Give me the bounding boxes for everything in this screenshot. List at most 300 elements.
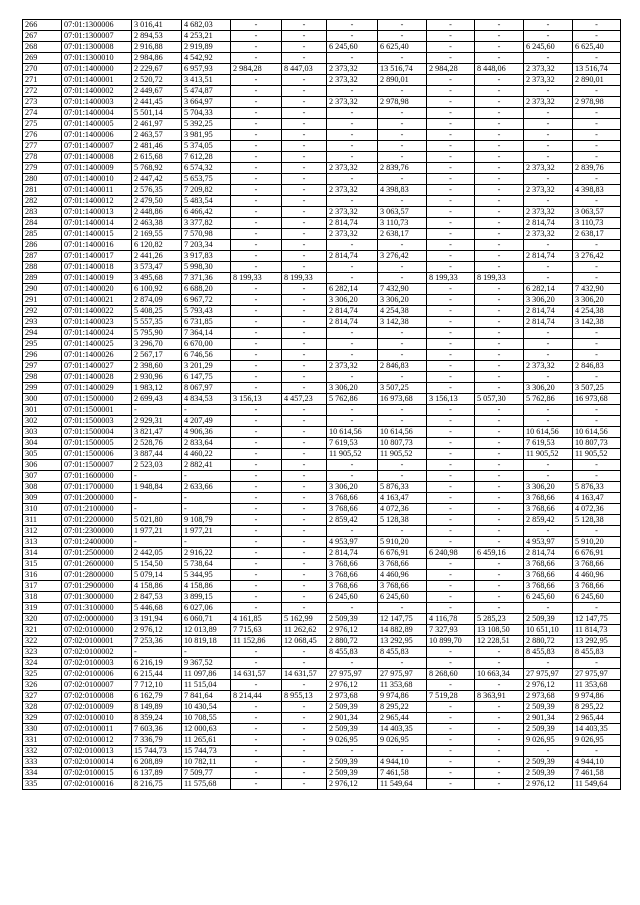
cell-value-6: 3 110,73 [378, 218, 427, 229]
table-row [23, 537, 621, 548]
cell-value-3: - [231, 174, 282, 185]
cell-row-number: 318 [23, 592, 62, 603]
cell-row-number: 275 [23, 119, 62, 130]
table-row [23, 779, 621, 790]
cell-value-3: - [231, 31, 282, 42]
cell-value-7: - [427, 196, 475, 207]
cell-value-7: - [427, 328, 475, 339]
cell-value-2: 2 633,66 [182, 482, 231, 493]
cell-value-4: - [282, 559, 327, 570]
cell-value-10: - [573, 130, 621, 141]
cell-value-6: - [378, 658, 427, 669]
cell-value-7: - [427, 141, 475, 152]
cell-value-7: - [427, 108, 475, 119]
cell-value-2: 10 430,54 [182, 702, 231, 713]
table-row [23, 284, 621, 295]
cell-value-3: - [231, 207, 282, 218]
cell-code: 07:01:1400023 [62, 317, 132, 328]
cell-value-3: - [231, 680, 282, 691]
cell-value-8: - [475, 141, 524, 152]
cell-value-6: 9 026,95 [378, 735, 427, 746]
cell-code: 07:01:1400019 [62, 273, 132, 284]
cell-value-5: 4 953,97 [327, 537, 378, 548]
cell-value-8: 6 459,16 [475, 548, 524, 559]
cell-value-9: 2 814,74 [524, 218, 573, 229]
cell-value-6: 4 163,47 [378, 493, 427, 504]
cell-value-10: 2 846,83 [573, 361, 621, 372]
cell-value-5: - [327, 240, 378, 251]
cell-value-5: - [327, 130, 378, 141]
cell-value-2: 4 542,92 [182, 53, 231, 64]
cell-value-7: 2 984,28 [427, 64, 475, 75]
cell-value-9: 7 619,53 [524, 438, 573, 449]
cell-value-6: - [378, 119, 427, 130]
cell-value-5: 2 973,68 [327, 691, 378, 702]
cell-value-5: - [327, 416, 378, 427]
cell-value-9: - [524, 196, 573, 207]
cell-value-10: - [573, 416, 621, 427]
cell-code: 07:01:1400005 [62, 119, 132, 130]
cell-value-9: 2 509,39 [524, 702, 573, 713]
cell-row-number: 278 [23, 152, 62, 163]
cell-row-number: 280 [23, 174, 62, 185]
table-row [23, 350, 621, 361]
cell-row-number: 302 [23, 416, 62, 427]
cell-value-6: 14 882,89 [378, 625, 427, 636]
cell-value-3: - [231, 405, 282, 416]
cell-value-6: 3 063,57 [378, 207, 427, 218]
cell-value-9: - [524, 339, 573, 350]
cell-value-10: 2 638,17 [573, 229, 621, 240]
cell-row-number: 323 [23, 647, 62, 658]
cell-value-2: 6 027,06 [182, 603, 231, 614]
cell-value-4: - [282, 207, 327, 218]
cell-value-4: - [282, 240, 327, 251]
cell-value-6: - [378, 273, 427, 284]
cell-value-2: 2 916,22 [182, 548, 231, 559]
cell-row-number: 286 [23, 240, 62, 251]
table-row [23, 108, 621, 119]
table-row [23, 493, 621, 504]
cell-value-3: - [231, 251, 282, 262]
cell-value-8: - [475, 526, 524, 537]
cell-value-3: - [231, 658, 282, 669]
cell-value-7: - [427, 262, 475, 273]
cell-value-2: 5 374,05 [182, 141, 231, 152]
cell-value-6: 6 625,40 [378, 42, 427, 53]
table-row [23, 471, 621, 482]
cell-value-7: - [427, 174, 475, 185]
cell-value-6: - [378, 405, 427, 416]
cell-value-7: - [427, 361, 475, 372]
cell-value-10: - [573, 350, 621, 361]
cell-value-7: - [427, 768, 475, 779]
cell-value-10: 4 163,47 [573, 493, 621, 504]
cell-value-5: 2 901,34 [327, 713, 378, 724]
cell-value-8: - [475, 295, 524, 306]
cell-value-5: - [327, 86, 378, 97]
cell-row-number: 314 [23, 548, 62, 559]
cell-code: 07:01:1300010 [62, 53, 132, 64]
cell-value-9: - [524, 262, 573, 273]
cell-code: 07:01:1500000 [62, 394, 132, 405]
cell-value-3: - [231, 75, 282, 86]
cell-value-1: 2 916,88 [132, 42, 182, 53]
cell-value-10: 9 974,86 [573, 691, 621, 702]
cell-value-2: 8 067,97 [182, 383, 231, 394]
cell-value-10: - [573, 119, 621, 130]
cell-value-3: - [231, 735, 282, 746]
cell-value-7: 4 116,78 [427, 614, 475, 625]
cell-value-8: - [475, 240, 524, 251]
cell-row-number: 313 [23, 537, 62, 548]
cell-value-7: - [427, 438, 475, 449]
cell-value-10: - [573, 262, 621, 273]
cell-value-7: 10 899,70 [427, 636, 475, 647]
cell-value-4: 8 199,33 [282, 273, 327, 284]
cell-row-number: 308 [23, 482, 62, 493]
cell-code: 07:02:0100002 [62, 647, 132, 658]
cell-value-3: - [231, 416, 282, 427]
table-row [23, 251, 621, 262]
cell-value-5: 6 245,60 [327, 592, 378, 603]
cell-row-number: 304 [23, 438, 62, 449]
cell-value-1: 2 576,35 [132, 185, 182, 196]
table-row [23, 306, 621, 317]
cell-value-6: - [378, 746, 427, 757]
cell-value-10: 2 978,98 [573, 97, 621, 108]
cell-value-10: - [573, 20, 621, 31]
cell-value-4: - [282, 482, 327, 493]
cell-value-10: - [573, 603, 621, 614]
cell-value-2: 10 819,18 [182, 636, 231, 647]
cell-code: 07:02:0100003 [62, 658, 132, 669]
cell-value-3: - [231, 526, 282, 537]
cell-value-7: - [427, 537, 475, 548]
cell-value-4: - [282, 53, 327, 64]
cell-value-4: 5 162,99 [282, 614, 327, 625]
cell-value-8: 5 057,30 [475, 394, 524, 405]
cell-value-7: - [427, 581, 475, 592]
cell-value-5: - [327, 350, 378, 361]
cell-value-9: - [524, 746, 573, 757]
cell-value-1: 5 768,92 [132, 163, 182, 174]
cell-value-4: - [282, 262, 327, 273]
table-row [23, 141, 621, 152]
cell-value-3: - [231, 724, 282, 735]
cell-value-1: 2 441,26 [132, 251, 182, 262]
cell-value-10: 3 768,66 [573, 559, 621, 570]
cell-value-4: - [282, 405, 327, 416]
cell-row-number: 328 [23, 702, 62, 713]
cell-value-7: - [427, 240, 475, 251]
cell-value-3: 2 984,28 [231, 64, 282, 75]
cell-value-5: - [327, 328, 378, 339]
cell-value-7: - [427, 284, 475, 295]
cell-value-9: 2 814,74 [524, 251, 573, 262]
cell-value-1: 2 479,50 [132, 196, 182, 207]
cell-code: 07:02:0100015 [62, 768, 132, 779]
cell-code: 07:02:0100007 [62, 680, 132, 691]
cell-value-6: - [378, 152, 427, 163]
cell-value-2: - [182, 537, 231, 548]
cell-value-2: 11 097,86 [182, 669, 231, 680]
cell-value-3: - [231, 97, 282, 108]
cell-code: 07:01:1400007 [62, 141, 132, 152]
cell-value-5: 2 814,74 [327, 218, 378, 229]
cell-value-2: 7 841,64 [182, 691, 231, 702]
cell-value-7: - [427, 372, 475, 383]
table-row [23, 669, 621, 680]
cell-value-2: 6 147,75 [182, 372, 231, 383]
cell-value-5: 9 026,95 [327, 735, 378, 746]
cell-value-2: 6 731,85 [182, 317, 231, 328]
cell-value-10: 3 768,66 [573, 581, 621, 592]
cell-value-2: 4 253,21 [182, 31, 231, 42]
table-row [23, 339, 621, 350]
table-row [23, 724, 621, 735]
cell-value-5: 6 245,60 [327, 42, 378, 53]
cell-value-9: 2 814,74 [524, 306, 573, 317]
cell-row-number: 317 [23, 581, 62, 592]
table-row [23, 691, 621, 702]
cell-value-10: - [573, 31, 621, 42]
cell-row-number: 279 [23, 163, 62, 174]
cell-value-10: 4 072,36 [573, 504, 621, 515]
cell-code: 07:01:2100000 [62, 504, 132, 515]
cell-code: 07:01:1400000 [62, 64, 132, 75]
cell-value-4: - [282, 185, 327, 196]
cell-value-4: - [282, 746, 327, 757]
cell-value-3: - [231, 383, 282, 394]
cell-value-8: - [475, 713, 524, 724]
cell-value-3: - [231, 768, 282, 779]
cell-value-1: 7 253,36 [132, 636, 182, 647]
cell-row-number: 322 [23, 636, 62, 647]
cell-value-6: 4 254,38 [378, 306, 427, 317]
cell-value-4: - [282, 680, 327, 691]
cell-value-9: - [524, 405, 573, 416]
cell-value-7: - [427, 416, 475, 427]
cell-value-4: - [282, 251, 327, 262]
cell-value-6: - [378, 20, 427, 31]
cell-value-3: - [231, 581, 282, 592]
cell-value-8: - [475, 746, 524, 757]
cell-value-10: 3 142,38 [573, 317, 621, 328]
cell-value-5: 3 306,20 [327, 482, 378, 493]
cell-value-2: 5 392,25 [182, 119, 231, 130]
cell-value-5: 2 373,32 [327, 361, 378, 372]
cell-row-number: 297 [23, 361, 62, 372]
cell-value-1: 2 984,86 [132, 53, 182, 64]
cell-value-8: - [475, 119, 524, 130]
cell-row-number: 316 [23, 570, 62, 581]
cell-value-1: 5 408,25 [132, 306, 182, 317]
cell-value-6: 2 890,01 [378, 75, 427, 86]
cell-value-8: - [475, 218, 524, 229]
cell-value-10: - [573, 372, 621, 383]
table-row [23, 317, 621, 328]
cell-value-3: - [231, 493, 282, 504]
cell-value-1: 6 120,82 [132, 240, 182, 251]
cell-value-2: 6 060,71 [182, 614, 231, 625]
cell-value-8: - [475, 559, 524, 570]
cell-value-4: 11 262,62 [282, 625, 327, 636]
cell-value-6: 5 128,38 [378, 515, 427, 526]
cell-value-1: - [132, 504, 182, 515]
cell-value-10: - [573, 240, 621, 251]
cell-row-number: 285 [23, 229, 62, 240]
cell-row-number: 311 [23, 515, 62, 526]
cell-value-8: - [475, 372, 524, 383]
cell-value-5: 2 976,12 [327, 779, 378, 790]
cell-value-3: - [231, 603, 282, 614]
cell-value-8: 12 228,51 [475, 636, 524, 647]
cell-value-8: 8 448,06 [475, 64, 524, 75]
cell-value-6: - [378, 196, 427, 207]
cell-value-10: 8 295,22 [573, 702, 621, 713]
cell-value-7: - [427, 713, 475, 724]
cell-value-3: 8 214,44 [231, 691, 282, 702]
table-row [23, 548, 621, 559]
table-row [23, 119, 621, 130]
cell-value-2: - [182, 471, 231, 482]
cell-value-8: - [475, 647, 524, 658]
cell-value-4: - [282, 97, 327, 108]
cell-value-9: 9 026,95 [524, 735, 573, 746]
cell-value-6: 4 072,36 [378, 504, 427, 515]
table-row [23, 31, 621, 42]
cell-value-3: 4 161,85 [231, 614, 282, 625]
cell-code: 07:01:2600000 [62, 559, 132, 570]
cell-value-1: 3 016,41 [132, 20, 182, 31]
cell-value-3: - [231, 163, 282, 174]
cell-value-6: 8 295,22 [378, 702, 427, 713]
cell-value-9: 2 880,72 [524, 636, 573, 647]
cell-value-1: 15 744,73 [132, 746, 182, 757]
cell-code: 07:01:1400020 [62, 284, 132, 295]
cell-value-9: - [524, 86, 573, 97]
cell-value-6: - [378, 130, 427, 141]
cell-value-7: - [427, 559, 475, 570]
cell-row-number: 307 [23, 471, 62, 482]
cell-value-9: 2 373,32 [524, 75, 573, 86]
cell-value-5: 2 976,12 [327, 625, 378, 636]
cell-value-6: - [378, 240, 427, 251]
cell-row-number: 300 [23, 394, 62, 405]
cell-row-number: 324 [23, 658, 62, 669]
cell-value-10: 13 516,74 [573, 64, 621, 75]
cell-value-9: 2 373,32 [524, 361, 573, 372]
cell-value-4: - [282, 361, 327, 372]
cell-code: 07:01:1400009 [62, 163, 132, 174]
cell-value-8: - [475, 196, 524, 207]
cell-value-5: 3 306,20 [327, 295, 378, 306]
cell-value-3: - [231, 515, 282, 526]
cell-value-5: - [327, 31, 378, 42]
cell-value-4: - [282, 306, 327, 317]
table-row [23, 229, 621, 240]
cell-value-5: 2 859,42 [327, 515, 378, 526]
cell-code: 07:02:0100000 [62, 625, 132, 636]
table-row [23, 53, 621, 64]
cell-value-8: - [475, 185, 524, 196]
cell-value-7: 8 268,60 [427, 669, 475, 680]
cell-value-7: - [427, 306, 475, 317]
table-row [23, 75, 621, 86]
cell-value-2: 3 899,15 [182, 592, 231, 603]
cell-value-2: 10 782,11 [182, 757, 231, 768]
cell-value-8: - [475, 86, 524, 97]
cell-code: 07:01:1500006 [62, 449, 132, 460]
cell-code: 07:01:1400027 [62, 361, 132, 372]
cell-value-7: - [427, 75, 475, 86]
cell-value-1: 2 874,09 [132, 295, 182, 306]
cell-value-8: - [475, 438, 524, 449]
cell-value-4: - [282, 548, 327, 559]
cell-value-6: 3 276,42 [378, 251, 427, 262]
cell-value-4: - [282, 768, 327, 779]
cell-value-5: - [327, 152, 378, 163]
cell-value-5: 2 373,32 [327, 207, 378, 218]
cell-value-9: 11 905,52 [524, 449, 573, 460]
cell-value-4: - [282, 152, 327, 163]
table-row [23, 273, 621, 284]
cell-value-7: - [427, 31, 475, 42]
table-row [23, 130, 621, 141]
cell-value-2: 4 906,36 [182, 427, 231, 438]
cell-value-7: - [427, 515, 475, 526]
cell-value-6: 3 142,38 [378, 317, 427, 328]
cell-code: 07:01:1400016 [62, 240, 132, 251]
cell-row-number: 273 [23, 97, 62, 108]
cell-value-2: 15 744,73 [182, 746, 231, 757]
cell-value-7: 8 199,33 [427, 273, 475, 284]
cell-value-6: 2 846,83 [378, 361, 427, 372]
cell-value-6: 12 147,75 [378, 614, 427, 625]
cell-row-number: 291 [23, 295, 62, 306]
cell-value-10: 6 245,60 [573, 592, 621, 603]
cell-value-10: - [573, 339, 621, 350]
cell-value-9: 2 509,39 [524, 757, 573, 768]
cell-value-4: - [282, 372, 327, 383]
cell-value-6: - [378, 86, 427, 97]
cell-value-8: 13 108,50 [475, 625, 524, 636]
cell-value-1: 3 296,70 [132, 339, 182, 350]
cell-value-8: - [475, 20, 524, 31]
cell-value-9: 6 245,60 [524, 592, 573, 603]
cell-value-6: 7 461,58 [378, 768, 427, 779]
table-row [23, 394, 621, 405]
cell-value-2: 3 917,83 [182, 251, 231, 262]
cell-code: 07:01:1300008 [62, 42, 132, 53]
cell-value-1: 5 154,50 [132, 559, 182, 570]
cell-value-5: 2 373,32 [327, 64, 378, 75]
cell-value-5: 2 373,32 [327, 163, 378, 174]
cell-row-number: 287 [23, 251, 62, 262]
table-row [23, 559, 621, 570]
cell-value-7: - [427, 779, 475, 790]
cell-value-10: 8 455,83 [573, 647, 621, 658]
cell-code: 07:01:3100000 [62, 603, 132, 614]
cell-value-8: - [475, 152, 524, 163]
cell-value-6: 11 549,64 [378, 779, 427, 790]
cell-value-6: - [378, 108, 427, 119]
cell-value-9: - [524, 471, 573, 482]
cell-value-7: - [427, 405, 475, 416]
cell-value-9: 3 768,66 [524, 559, 573, 570]
cell-value-8: - [475, 361, 524, 372]
